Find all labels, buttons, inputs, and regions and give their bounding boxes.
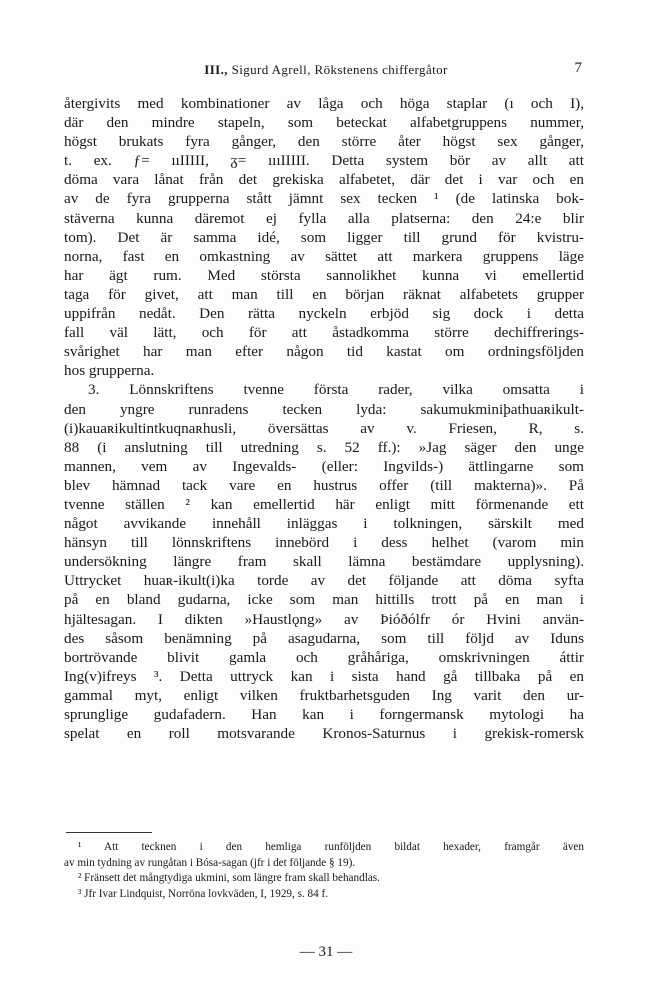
footnotes: [64, 840, 584, 902]
text-line: hjältesagan. I dikten »Haustlǫng» av Þióðólfr ór Hvini använ-: [64, 610, 584, 628]
text-line: des såsom benämning på asagudarna, som till följd av Iduns: [64, 629, 584, 647]
text-line: döma vara lånat från det grekiska alfabetet, där det i var och en: [64, 171, 584, 189]
text-line: hänsyn till lönnskriftens innebörd i dess helhet (varom min: [64, 534, 584, 552]
text-line: på en bland gudarna, icke som man hittills trott på en man i: [64, 591, 584, 609]
text-line: bortrövande blivit gamla och gråhåriga, omskrivningen áttir: [64, 648, 584, 666]
running-header: [66, 62, 586, 78]
text-line: av de fyra grupperna stått jämnt sex tecken ¹ (de latinska bok-: [64, 190, 584, 208]
text-line: återgivits med kombinationer av låga och höga staplar (ı och I),: [64, 95, 584, 112]
text-line: har ägt rum. Med största sannolikhet kunna vi emellertid: [64, 266, 584, 284]
text-line: blev hämnad tack vare en hustrus offer (till makterna)». På: [64, 476, 584, 494]
text-line: där den mindre stapeln, som beteckat alfabetgruppens nummer,: [64, 114, 584, 132]
text-line: tom). Det är samma idé, som ligger till grund för kvistru-: [64, 228, 584, 246]
text-line: svårighet har man efter någon tid kastat om ordningsföljden: [64, 343, 584, 361]
text-line: tvenne ställen ² kan emellertid här enligt mitt förmenande ett: [64, 495, 584, 513]
text-line: 3. Lönnskriftens tvenne första rader, vilka omsatta i: [88, 381, 584, 399]
text-line: Ing(v)ifreys ³. Detta uttryck kan i sista hand gå tillbaka på en: [64, 667, 584, 685]
text-line: spelat en roll motsvarande Kronos-Saturnus i grekisk-romersk: [64, 725, 584, 743]
text-line: den yngre runradens tecken lyda: sakumukminiþathuaʀikult-: [64, 400, 584, 418]
text-line: fall väl lätt, och för att åstadkomma större dechiffrerings-: [64, 324, 584, 342]
text-line: norna, fast en omkastning av sättet att markera gruppens läge: [64, 247, 584, 265]
text-line: undersökning längre fram skall lämna bestämdare upplysning).: [64, 553, 584, 571]
text-line: 88 (i anslutning till utredning s. 52 ff.): »Jag säger den unge: [64, 438, 584, 456]
footnote-line: av min tydning av rungåtan i Bósa-sagan (jfr i det följande § 19).: [64, 856, 356, 869]
folio: — 31 —: [299, 944, 353, 960]
text-line: något avvikande innehåll inläggas i tolkningen, särskilt med: [64, 515, 584, 533]
header-title: Sigurd Agrell, Rökstenens chiffergåtor: [231, 62, 448, 77]
footnote-rule: [66, 832, 152, 833]
header-roman: III.,: [204, 62, 228, 77]
body-text: [64, 94, 584, 743]
page-number: 7: [574, 60, 582, 76]
text-line: gammal myt, enligt vilken fruktbarhetsguden Ing varit den ur-: [64, 686, 584, 704]
text-line: Uttrycket huaʀ-ikult(i)ka torde av det följande att döma syfta: [64, 572, 584, 590]
text-line: taga för givet, att man till en början räknat alfabetets grupper: [64, 285, 584, 303]
footnote-line: ³ Jfr Ivar Lindquist, Norröna lovkväden, I, 1929, s. 84 f.: [78, 887, 329, 900]
text-line: (i)kauaʀikultintkuqnaʀhusli, översättas av v. Friesen, R, s.: [64, 419, 584, 437]
text-line: högst brukats fyra gånger, den större åter högst sex gånger,: [64, 133, 584, 151]
text-line: sprunglige gudafadern. Han kan i forngermansk mytologi ha: [64, 706, 584, 723]
text-line: hos grupperna.: [64, 362, 155, 380]
text-line: t. ex. ƒ= ııIIIII, ᵹ= ıııIIIII. Detta system bör av allt att: [64, 152, 584, 170]
text-line: mannen, vem av Ingevalds- (eller: Ingvilds-) ättlingarne som: [64, 457, 584, 475]
footnote-line: ² Fränsett det mångtydiga ukmini, som längre fram skall behandlas.: [78, 872, 380, 885]
text-line: stäverna kunna däremot ej fylla alla platserna: den 24:e blir: [64, 209, 584, 227]
text-line: uppifrån nedåt. Den rätta nyckeln erbjöd sig dock i detta: [64, 305, 584, 323]
footnote-line: ¹ Att tecknen i den hemliga runföljden bildat hexader, framgår även: [78, 841, 584, 853]
